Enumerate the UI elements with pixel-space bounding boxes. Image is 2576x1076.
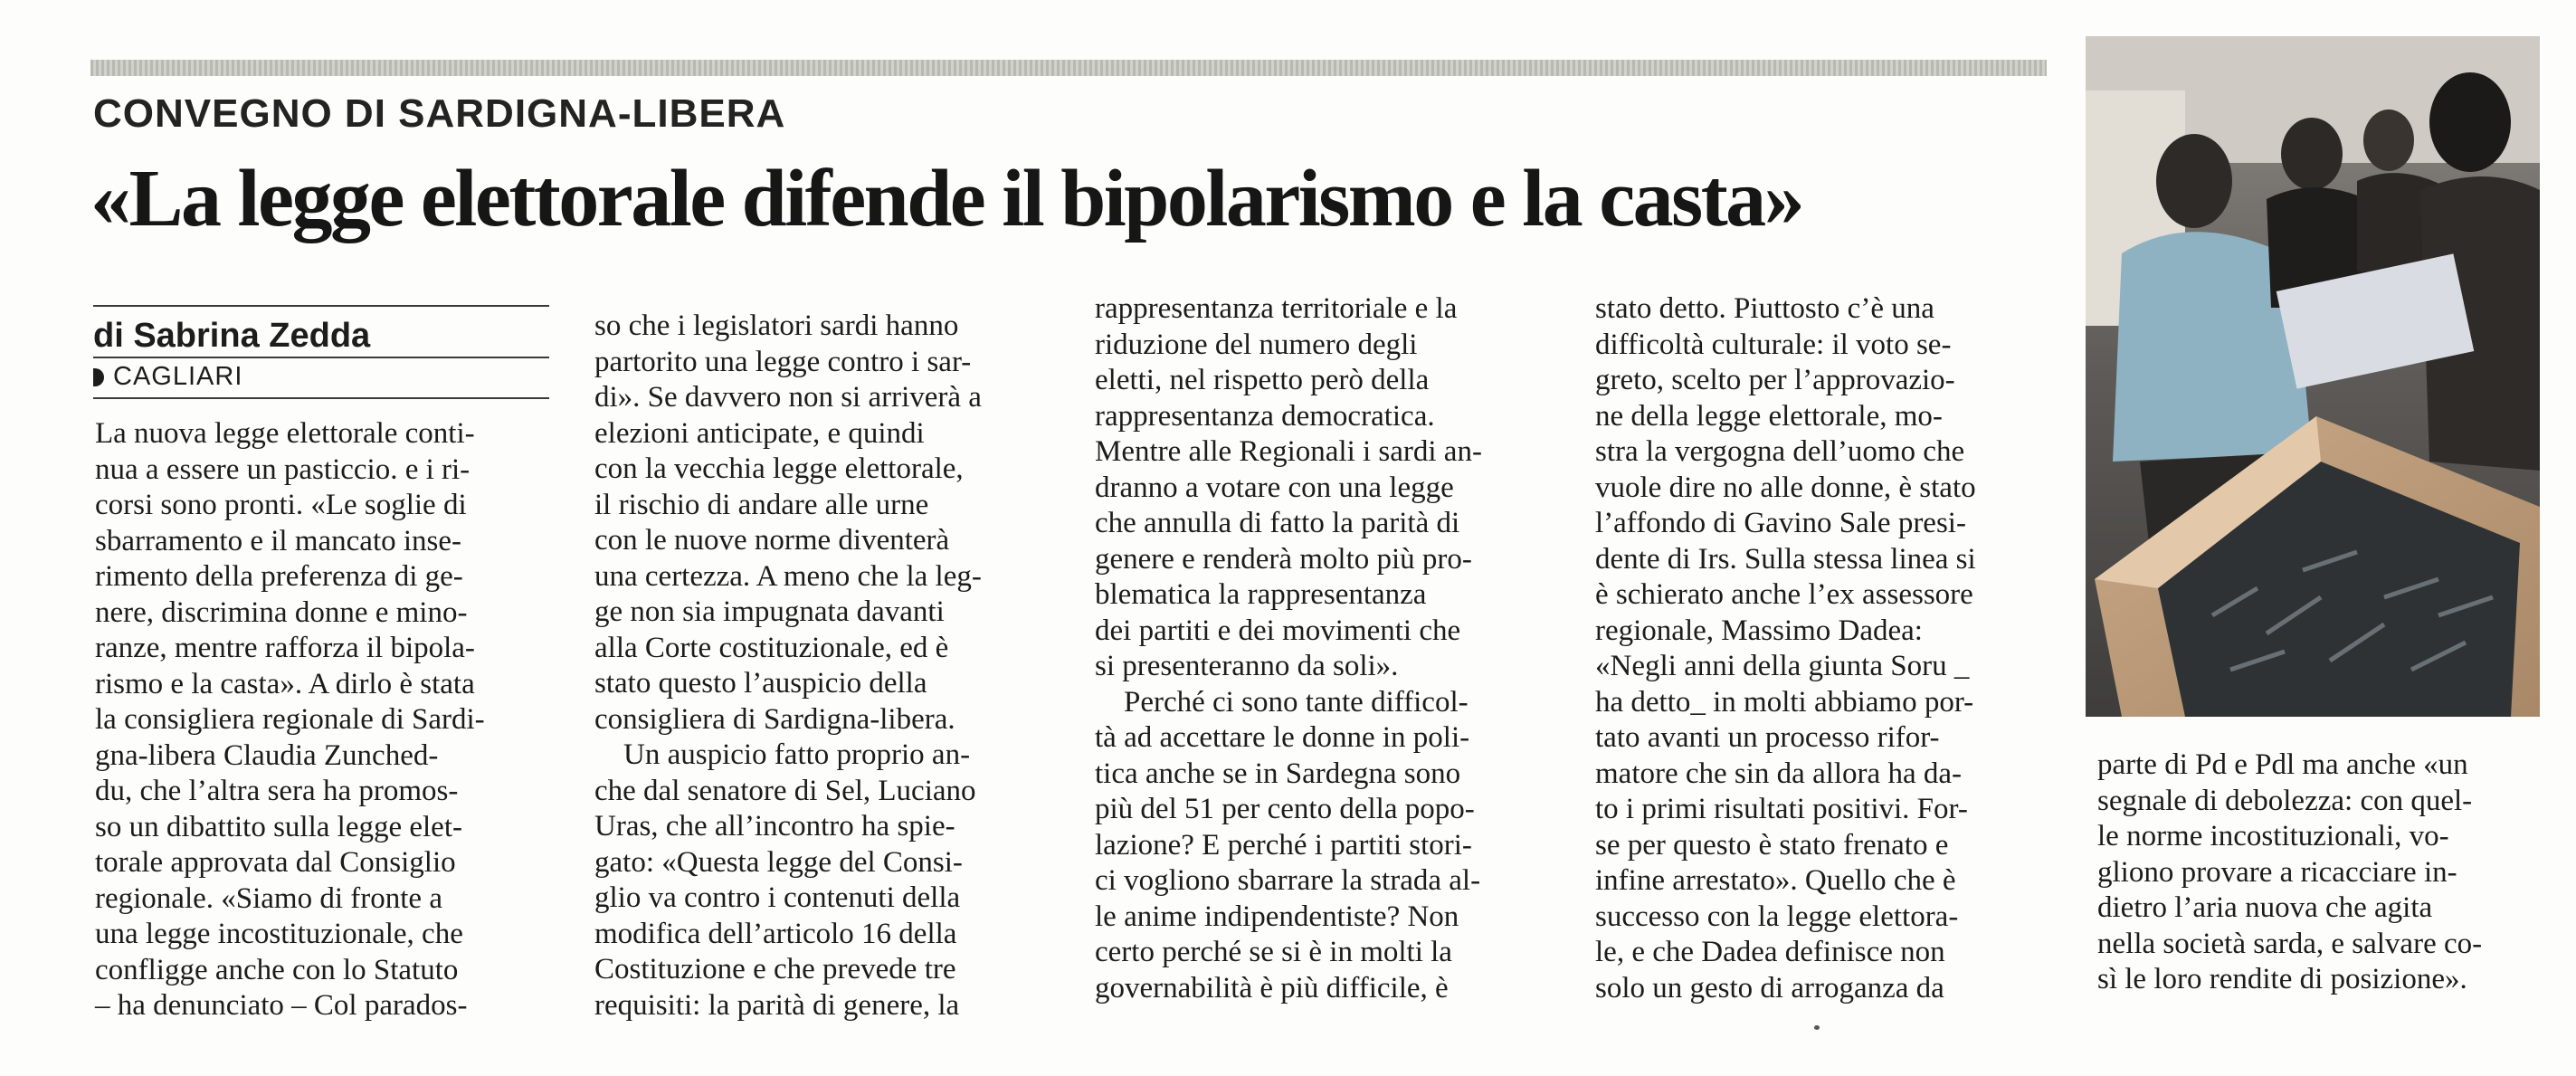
article-line: Un auspicio fatto proprio an- [623, 738, 971, 771]
article-line: dietro l’aria nuova che agita [2097, 891, 2433, 924]
news-photo [2086, 36, 2540, 717]
article-line: se per questo è stato frenato e [1595, 828, 1949, 862]
article-line: difficoltà culturale: il voto se- [1595, 328, 1952, 361]
article-line: una certezza. A meno che la leg- [594, 559, 982, 593]
article-line: – ha denunciato – Col parados- [95, 989, 468, 1022]
article-line: modifica dell’articolo 16 della [594, 917, 957, 950]
article-line: ci vogliono sbarrare la strada al- [1095, 864, 1481, 897]
article-line: regionale. «Siamo di fronte a [95, 881, 442, 915]
article-line: stra la vergogna dell’uomo che [1595, 435, 1965, 468]
article-line: ranze, mentre rafforza il bipola- [95, 632, 475, 664]
headline: «La legge elettorale difende il bipolarismo e la casta» [90, 154, 1803, 243]
byline-top-rule [93, 305, 549, 307]
article-line: è schierato anche l’ex assessore [1595, 578, 1973, 611]
article-line: con le nuove norme diventerà [594, 524, 950, 557]
article-line: Costituzione e che prevede tre [594, 953, 956, 986]
article-line: lazione? E perché i partiti stori- [1095, 828, 1472, 862]
article-column-5 [2097, 747, 2543, 998]
article-line: tà ad accettare le donne in poli- [1095, 721, 1470, 754]
article-line: una legge incostituzionale, che [95, 918, 463, 950]
article-line: rimento della preferenza di ge- [95, 560, 463, 593]
article-line: so un dibattito sulla legge elet- [95, 810, 462, 843]
article-line: greto, scelto per l’approvazio- [1595, 364, 1955, 396]
article-line: solo un gesto di arroganza da [1595, 971, 1944, 1005]
scan-speck [1814, 1025, 1820, 1030]
article-line: regionale, Massimo Dadea: [1595, 614, 1923, 647]
article-line: dente di Irs. Sulla stessa linea si [1595, 542, 1976, 576]
article-line: confligge anche con lo Statuto [95, 953, 459, 986]
article-line: requisiti: la parità di genere, la [594, 988, 960, 1022]
article-line: rismo e la casta». A dirlo è stata [95, 667, 475, 700]
article-line: nua a essere un pasticcio. e i ri- [95, 452, 471, 486]
article-line: più del 51 per cento della popo- [1095, 793, 1475, 825]
byline-location [93, 362, 242, 392]
article-line: genere e renderà molto più pro- [1095, 542, 1472, 576]
article-line: successo con la legge elettora- [1595, 900, 1959, 933]
header-rule-band [90, 60, 2047, 76]
article-line: Perché ci sono tante difficol- [1124, 685, 1469, 719]
article-line: ne della legge elettorale, mo- [1595, 399, 1943, 433]
byline-author: di Sabrina Zedda [93, 317, 371, 355]
article-line: infine arrestato». Quello che è [1595, 864, 1956, 897]
kicker: CONVEGNO DI SARDIGNA-LIBERA [93, 91, 786, 136]
article-line: torale approvata dal Consiglio [95, 846, 456, 879]
article-line: so che i legislatori sardi hanno [594, 309, 959, 342]
article-line: dranno a votare con una legge [1095, 471, 1454, 504]
article-line: Uras, che all’incontro ha spie- [594, 810, 955, 843]
photo-image [2086, 36, 2540, 717]
article-line: glio va contro i contenuti della [594, 881, 961, 914]
article-line: gliono provare a ricacciare in- [2097, 855, 2457, 889]
article-line: la consigliera regionale di Sardi- [95, 703, 485, 736]
article-column-1 [95, 416, 556, 1024]
article-line: rappresentanza democratica. [1095, 399, 1435, 433]
article-line: il rischio di andare alle urne [594, 488, 929, 521]
article-line: gato: «Questa legge del Consi- [594, 845, 963, 879]
article-line: le anime indipendentiste? Non [1095, 900, 1459, 933]
article-line: sbarramento e il mancato inse- [95, 524, 462, 557]
article-line: Mentre alle Regionali i sardi an- [1095, 435, 1482, 468]
article-line: con la vecchia legge elettorale, [594, 452, 964, 485]
location-marker-icon [93, 368, 104, 386]
article-line: di». Se davvero non si arriverà a [594, 381, 982, 414]
article-line: che dal senatore di Sel, Luciano [594, 774, 976, 807]
article-line: alla Corte costituzionale, ed è [594, 631, 949, 664]
article-line: le norme incostituzionali, vo- [2097, 820, 2449, 852]
article-column-3 [1095, 291, 1556, 1006]
article-line: vuole dire no alle donne, è stato [1595, 471, 1976, 504]
article-line: nella società sarda, e salvare co- [2097, 927, 2483, 960]
article-line: si presenteranno da soli». [1095, 650, 1399, 682]
article-line: tica anche se in Sardegna sono [1095, 757, 1461, 790]
article-line: tato avanti un processo rifor- [1595, 721, 1940, 754]
article-column-4 [1595, 291, 2057, 1006]
article-line: «Negli anni della giunta Soru _ [1595, 650, 1970, 682]
article-line: segnale di debolezza: con quel- [2097, 784, 2473, 817]
article-line: certo perché se si è in molti la [1095, 936, 1452, 968]
byline-bottom-rule [93, 397, 549, 399]
article-line: blematica la rappresentanza [1095, 578, 1427, 611]
article-line: le, e che Dadea definisce non [1595, 936, 1945, 968]
article-line: stato detto. Piuttosto c’è una [1595, 292, 1934, 325]
article-line: du, che l’altra sera ha promos- [95, 775, 459, 807]
article-line: La nuova legge elettorale conti- [95, 417, 475, 450]
article-line: ha detto_ in molti abbiamo por- [1595, 685, 1974, 719]
article-line: to i primi risultati positivi. For- [1595, 793, 1968, 825]
article-line: consigliera di Sardigna-libera. [594, 702, 955, 736]
article-line: ge non sia impugnata davanti [594, 595, 945, 628]
article-line: matore che sin da allora ha da- [1595, 757, 1962, 790]
article-line: che annulla di fatto la parità di [1095, 507, 1460, 539]
article-line: gna-libera Claudia Zunched- [95, 738, 439, 772]
article-line: sì le loro rendite di posizione». [2097, 963, 2467, 995]
article-line: riduzione del numero degli [1095, 328, 1418, 361]
byline-divider [93, 357, 549, 358]
location-label: CAGLIARI [113, 362, 243, 391]
article-line: dei partiti e dei movimenti che [1095, 614, 1461, 647]
article-line: l’affondo di Gavino Sale presi- [1595, 507, 1966, 539]
article-column-2 [594, 309, 1056, 1024]
article-line: governabilità è più difficile, è [1095, 971, 1449, 1005]
article-line: corsi sono pronti. «Le soglie di [95, 489, 467, 521]
article-line: partorito una legge contro i sar- [594, 345, 972, 378]
article-line: parte di Pd e Pdl ma anche «un [2097, 748, 2468, 781]
article-line: elezioni anticipate, e quindi [594, 416, 925, 450]
article-line: nere, discrimina donne e mino- [95, 595, 468, 629]
article-line: rappresentanza territoriale e la [1095, 292, 1458, 325]
article-line: stato questo l’auspicio della [594, 667, 927, 700]
article-line: eletti, nel rispetto però della [1095, 364, 1430, 396]
